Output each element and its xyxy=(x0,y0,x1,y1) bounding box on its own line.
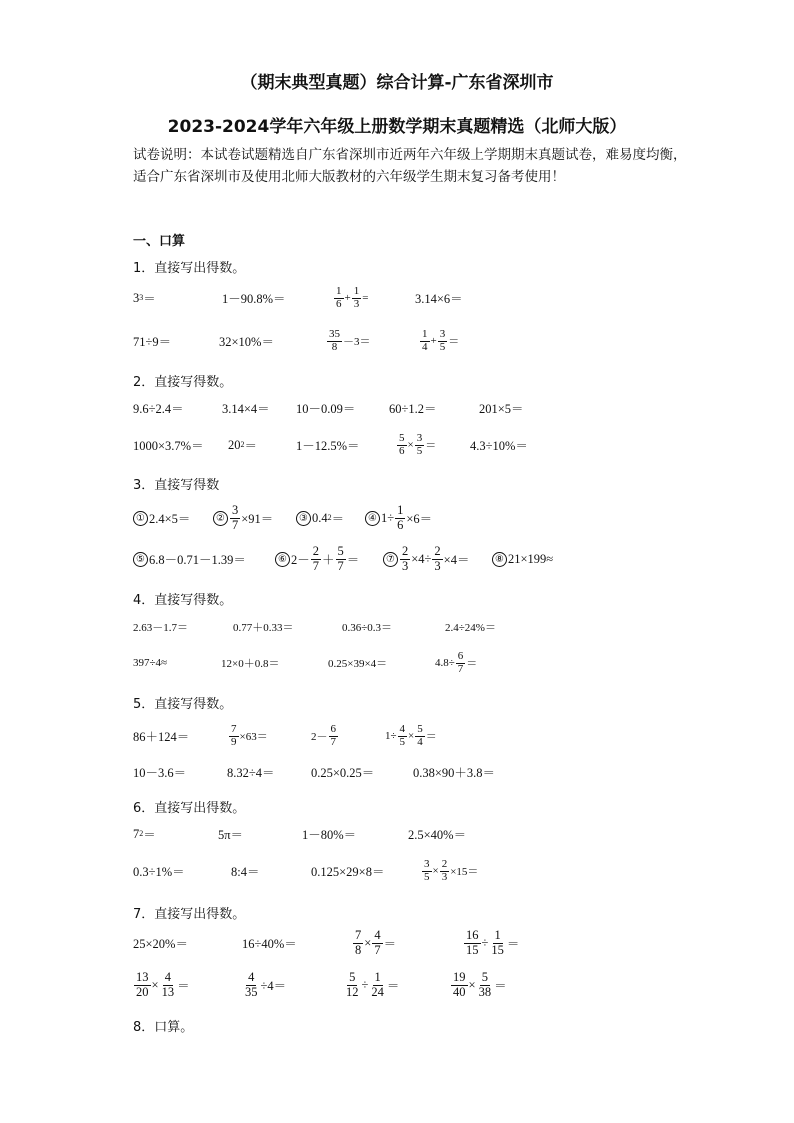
question-4-heading: 4．直接写得数。 xyxy=(133,593,233,608)
problem: 32×10%＝ xyxy=(219,335,274,349)
problem: 0.125×29×8＝ xyxy=(311,865,385,879)
problem: 12×0＋0.8＝ xyxy=(221,658,280,670)
problem: 3.14×6＝ xyxy=(415,292,463,306)
fraction: $\frac{7}{8}$ xyxy=(355,928,362,957)
question-6-heading: 6．直接写出得数。 xyxy=(133,801,246,816)
problem: $\frac{13}{20}$ × $\frac{4}{13}$ ＝ xyxy=(136,970,190,999)
problem: $\frac{5}{6}$ × $\frac{3}{5}$ ＝ xyxy=(399,431,437,457)
problem: $\frac{35}{8}$ －3＝ xyxy=(329,327,371,353)
problem: 7 2 ＝ xyxy=(133,826,156,842)
fraction: $\frac{3}{5}$ xyxy=(416,431,423,457)
fraction: $\frac{3}{5}$ xyxy=(439,327,446,353)
fraction: $\frac{3}{5}$ xyxy=(424,857,430,883)
title-line-2: 2023-2024学年六年级上册数学期末真题精选（北师大版） xyxy=(167,117,627,137)
problem: 20 2 ＝ xyxy=(228,437,258,453)
question-7-row-1 xyxy=(0,923,794,963)
problem: 1－90.8%＝ xyxy=(222,292,286,306)
problem: 1－12.5%＝ xyxy=(296,439,360,453)
problem: ⑤ 6.8－0.71－1.39＝ xyxy=(133,539,246,579)
fraction: $\frac{1}{6}$ xyxy=(336,284,342,310)
fraction: $\frac{4}{13}$ xyxy=(161,970,175,999)
problem: $\frac{4}{35}$ ÷4＝ xyxy=(245,970,287,999)
circled-number: ① xyxy=(133,511,148,526)
problem: 2.4÷24%＝ xyxy=(445,622,496,634)
title-line-1: （期末典型真题）综合计算-广东省深圳市 xyxy=(240,73,554,93)
problem: $\frac{5}{12}$ ÷ $\frac{1}{24}$ ＝ xyxy=(346,970,400,999)
question-2-row-1 xyxy=(0,388,794,428)
problem: 1－80%＝ xyxy=(302,828,357,842)
problem: 0.77＋0.33＝ xyxy=(233,622,294,634)
problem: 71÷9＝ xyxy=(133,335,172,349)
problem: 0.3÷1%＝ xyxy=(133,865,185,879)
circled-number: ⑧ xyxy=(492,552,507,567)
problem: ① 2.4×5＝ xyxy=(133,498,190,538)
fraction: $\frac{6}{7}$ xyxy=(330,722,336,748)
problem: $\frac{7}{8}$ × $\frac{4}{7}$ ＝ xyxy=(355,928,397,957)
base: 3 xyxy=(133,290,140,305)
problem: 8:4＝ xyxy=(231,865,260,879)
question-3-row-1 xyxy=(0,498,794,538)
problem: 0.25×0.25＝ xyxy=(311,766,375,780)
problem: $\frac{1}{4}$ + $\frac{3}{5}$ ＝ xyxy=(422,327,460,353)
question-5-heading: 5．直接写得数。 xyxy=(133,697,233,712)
fraction: $\frac{1}{15}$ xyxy=(491,928,504,957)
circled-number: ④ xyxy=(365,511,380,526)
fraction: $\frac{5}{6}$ xyxy=(399,431,405,457)
fraction: $\frac{1}{4}$ xyxy=(422,327,428,353)
circled-number: ③ xyxy=(296,511,311,526)
problem: 0.36÷0.3＝ xyxy=(342,622,393,634)
fraction: $\frac{4}{5}$ xyxy=(399,722,406,748)
problem: $\frac{19}{40}$ × $\frac{5}{38}$ ＝ xyxy=(453,970,507,999)
problem: 9.6÷2.4＝ xyxy=(133,402,184,416)
problem: 10－0.09＝ xyxy=(296,402,356,416)
fraction: $\frac{5}{7}$ xyxy=(337,544,344,573)
fraction: $\frac{5}{4}$ xyxy=(417,722,423,748)
problem: 397÷4≈ xyxy=(133,657,168,669)
question-3-row-2 xyxy=(0,539,794,579)
question-3-heading: 3．直接写得数 xyxy=(133,478,220,493)
question-5-row-2 xyxy=(0,752,794,792)
problem: ④ 1÷ $\frac{1}{6}$ ×6＝ xyxy=(365,498,432,538)
problem: ⑦ $\frac{2}{3}$ ×4÷ $\frac{2}{3}$ ×4＝ xyxy=(383,539,469,579)
problem: $\frac{16}{15}$ ÷ $\frac{1}{15}$ ＝ xyxy=(466,928,520,957)
fraction: $\frac{5}{38}$ xyxy=(478,970,492,999)
question-7-heading: 7．直接写出得数。 xyxy=(133,907,246,922)
question-6-row-1 xyxy=(0,814,794,854)
question-1-heading: 1．直接写出得数。 xyxy=(133,261,246,276)
problem: 25×20%＝ xyxy=(133,937,188,951)
fraction: $\frac{2}{3}$ xyxy=(441,857,448,883)
fraction: $\frac{5}{12}$ xyxy=(346,970,359,999)
fraction: $\frac{4}{7}$ xyxy=(374,928,381,957)
fraction: $\frac{1}{3}$ xyxy=(353,284,360,310)
problem: 10－3.6＝ xyxy=(133,766,187,780)
problem: ⑥ 2－ $\frac{2}{7}$ ＋ $\frac{5}{7}$ ＝ xyxy=(275,539,359,579)
problem: 60÷1.2＝ xyxy=(389,402,437,416)
fraction: $\frac{1}{24}$ xyxy=(371,970,384,999)
question-8-heading: 8．口算。 xyxy=(133,1020,194,1035)
problem: $\frac{1}{6}$ + $\frac{1}{3}$ = xyxy=(336,284,369,310)
problem: 2.63－1.7＝ xyxy=(133,622,188,634)
question-2-row-2 xyxy=(0,425,794,465)
problem: 0.25×39×4＝ xyxy=(328,658,388,670)
fraction: $\frac{2}{3}$ xyxy=(434,544,441,573)
question-2-heading: 2．直接写得数。 xyxy=(133,375,233,390)
problem: 0.38×90＋3.8＝ xyxy=(413,766,496,780)
question-5-row-1 xyxy=(0,716,794,756)
fraction: $\frac{4}{35}$ xyxy=(245,970,258,999)
problem: 16÷40%＝ xyxy=(242,937,297,951)
problem: 201×5＝ xyxy=(479,402,524,416)
problem: $\frac{3}{5}$ × $\frac{2}{3}$ ×15＝ xyxy=(424,857,479,883)
problem: ③ 0.4 2 ＝ xyxy=(296,498,344,538)
fraction: $\frac{13}{20}$ xyxy=(136,970,149,999)
problem: 8.32÷4＝ xyxy=(227,766,275,780)
fraction: $\frac{7}{9}$ xyxy=(231,722,237,748)
description: 试卷说明：本试卷试题精选自广东省深圳市近两年六年级上学期期末真题试卷，难易度均衡，适合广东省深圳市及使用北师大版教材的六年级学生期末复习备考使用！ xyxy=(133,147,687,185)
fraction: $\frac{19}{40}$ xyxy=(453,970,466,999)
problem: 2－ $\frac{6}{7}$ xyxy=(311,722,336,748)
circled-number: ⑦ xyxy=(383,552,398,567)
circled-number: ⑤ xyxy=(133,552,148,567)
question-1-row-2 xyxy=(0,321,794,361)
problem: 1÷ $\frac{4}{5}$ × $\frac{5}{4}$ ＝ xyxy=(385,722,437,748)
circled-number: ② xyxy=(213,511,228,526)
equals: ＝ xyxy=(143,292,156,306)
problem: 3 3 ＝ xyxy=(133,290,156,306)
section-heading: 一、口算 xyxy=(133,234,186,249)
fraction: $\frac{3}{7}$ xyxy=(232,503,239,532)
question-6-row-2 xyxy=(0,851,794,891)
problem: ⑧ 21×199≈ xyxy=(492,539,553,579)
problem: 3.14×4＝ xyxy=(222,402,270,416)
question-7-row-2 xyxy=(0,965,794,1005)
circled-number: ⑥ xyxy=(275,552,290,567)
fraction: $\frac{2}{3}$ xyxy=(402,544,409,573)
problem: 5π＝ xyxy=(218,828,244,842)
problem: 4.8÷ $\frac{6}{7}$ ＝ xyxy=(435,649,478,675)
question-4-row-2 xyxy=(0,643,794,683)
question-1-row-1 xyxy=(0,278,794,318)
problem: $\frac{7}{9}$ ×63＝ xyxy=(231,722,268,748)
fraction: $\frac{2}{7}$ xyxy=(312,544,320,573)
problem: 4.3÷10%＝ xyxy=(470,439,528,453)
fraction: $\frac{16}{15}$ xyxy=(466,928,479,957)
question-4-row-1 xyxy=(0,607,794,647)
fraction: $\frac{35}{8}$ xyxy=(329,327,340,353)
fraction: $\frac{1}{6}$ xyxy=(397,503,404,532)
problem: 86＋124＝ xyxy=(133,730,190,744)
problem: ② $\frac{3}{7}$ ×91＝ xyxy=(213,498,273,538)
problem: 2.5×40%＝ xyxy=(408,828,467,842)
problem: 1000×3.7%＝ xyxy=(133,439,204,453)
fraction: $\frac{6}{7}$ xyxy=(457,649,464,675)
